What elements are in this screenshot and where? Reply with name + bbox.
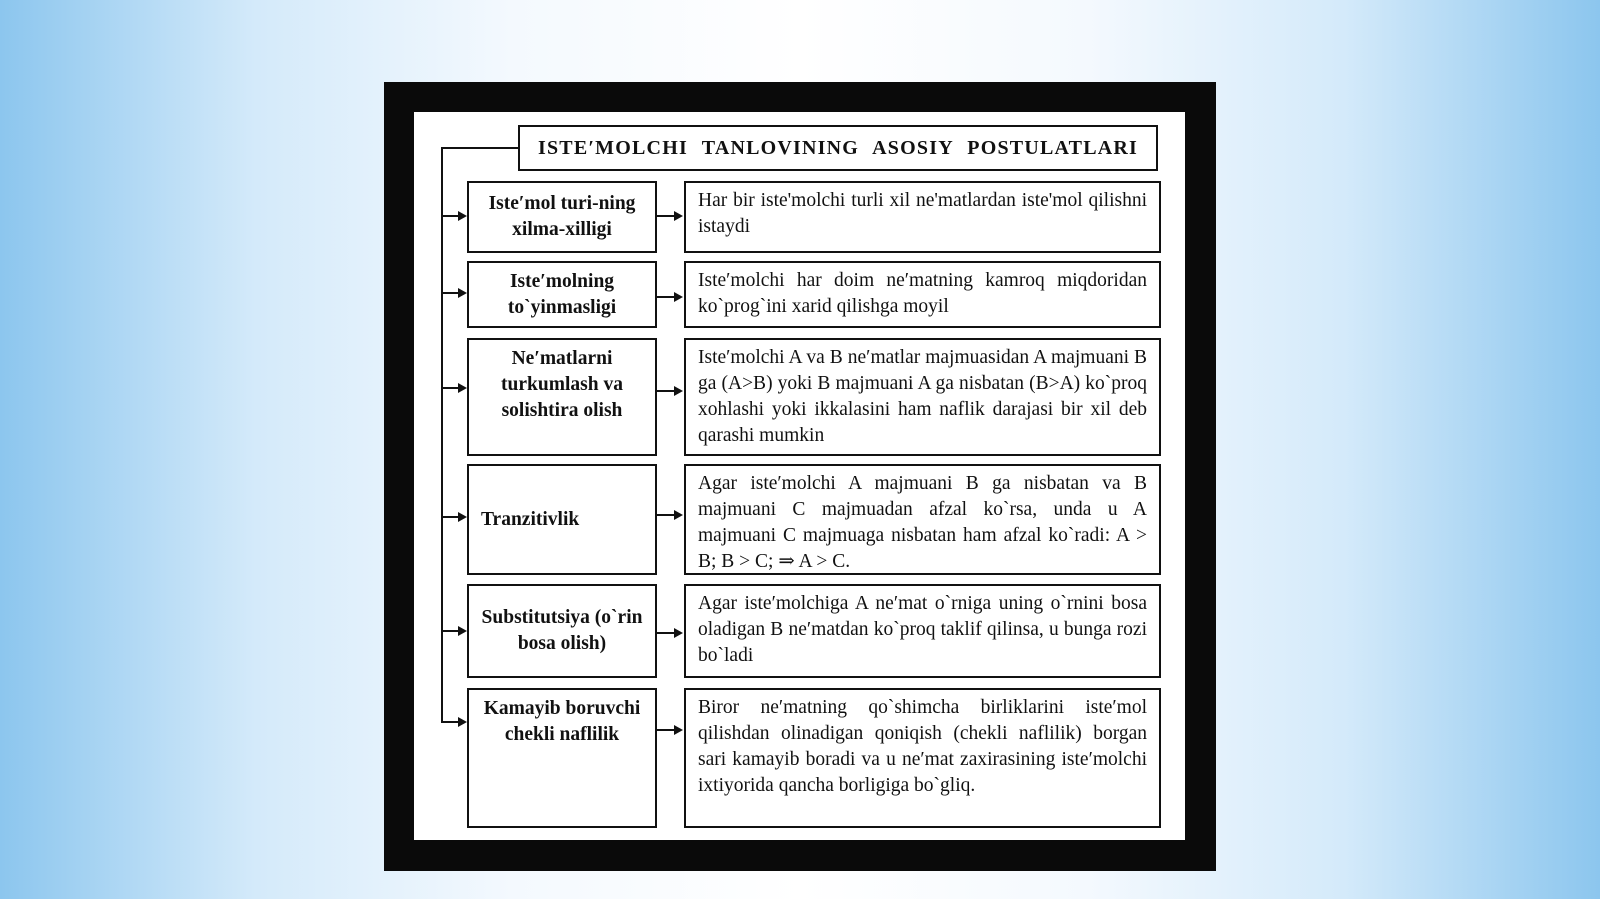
- postulate-description-6: Biror ne′matning qo`shimcha birliklarini iste′mol qilishdan olinadigan qoniqish (chekli naflilik) borgan sari kamayib boradi va u ne′mat zaxirasining iste′molchi ixtiyorida qancha borligiga bo`gliq.: [684, 688, 1161, 828]
- connector-top-stub: [441, 147, 518, 149]
- connector-branch-1: [441, 215, 459, 217]
- postulate-description-5: Agar iste′molchiga A ne′mat o`rniga uning o`rnini bosa oladigan B ne′matdan ko`proq taklif qilinsa, u bunga rozi bo`ladi: [684, 584, 1161, 678]
- arrow-head-3: [458, 383, 467, 393]
- postulate-description-2: Iste′molchi har doim ne′matning kamroq miqdoridan ko`prog`ini xarid qilishga moyil: [684, 261, 1161, 328]
- diagram-sheet: [414, 112, 1185, 840]
- postulate-label-6: Kamayib boruvchi chekli naflilik: [467, 688, 657, 828]
- connector-link-3: [657, 390, 675, 392]
- postulate-description-3: Iste′molchi A va B ne′matlar majmuasidan A majmuani B ga (A>B) yoki B majmuani A ga nisbatan (B>A) ko`proq xohlashi yoki ikkalasini ham naflik darajasi bir xil deb qarashi mumkin: [684, 338, 1161, 456]
- arrow-head-link-5: [674, 628, 683, 638]
- postulate-label-5: Substitutsiya (o`rin bosa olish): [467, 584, 657, 678]
- postulate-description-4: Agar iste′molchi A majmuani B ga nisbatan va B majmuani C majmuadan afzal ko`rsa, unda u A majmuani C majmuaga nisbatan ham afzal ko`radi: A > B; B > C; ⇒ A > C.: [684, 464, 1161, 575]
- postulate-label-1: Iste′mol turi-ning xilma-xilligi: [467, 181, 657, 253]
- arrow-head-link-1: [674, 211, 683, 221]
- connector-branch-5: [441, 630, 459, 632]
- arrow-head-1: [458, 211, 467, 221]
- arrow-head-link-3: [674, 386, 683, 396]
- connector-branch-3: [441, 387, 459, 389]
- connector-link-5: [657, 632, 675, 634]
- arrow-head-link-2: [674, 292, 683, 302]
- arrow-head-5: [458, 626, 467, 636]
- arrow-head-6: [458, 717, 467, 727]
- postulate-label-4: Tranzitivlik: [467, 464, 657, 575]
- connector-link-6: [657, 729, 675, 731]
- connector-branch-4: [441, 516, 459, 518]
- arrow-head-4: [458, 512, 467, 522]
- connector-link-4: [657, 514, 675, 516]
- diagram-title: ISTE′MOLCHI TANLOVINING ASOSIY POSTULATLARI: [518, 125, 1158, 171]
- connector-link-2: [657, 296, 675, 298]
- postulate-description-1: Har bir iste'molchi turli xil ne'matlardan iste'mol qilishni istaydi: [684, 181, 1161, 253]
- slide-frame: [384, 82, 1216, 871]
- connector-link-1: [657, 215, 675, 217]
- postulate-label-3: Ne′matlarni turkumlash va solishtira olish: [467, 338, 657, 456]
- connector-branch-6: [441, 721, 459, 723]
- arrow-head-link-4: [674, 510, 683, 520]
- postulate-label-2: Iste′molning to`yinmasligi: [467, 261, 657, 328]
- connector-spine: [441, 147, 443, 722]
- arrow-head-2: [458, 288, 467, 298]
- connector-branch-2: [441, 292, 459, 294]
- arrow-head-link-6: [674, 725, 683, 735]
